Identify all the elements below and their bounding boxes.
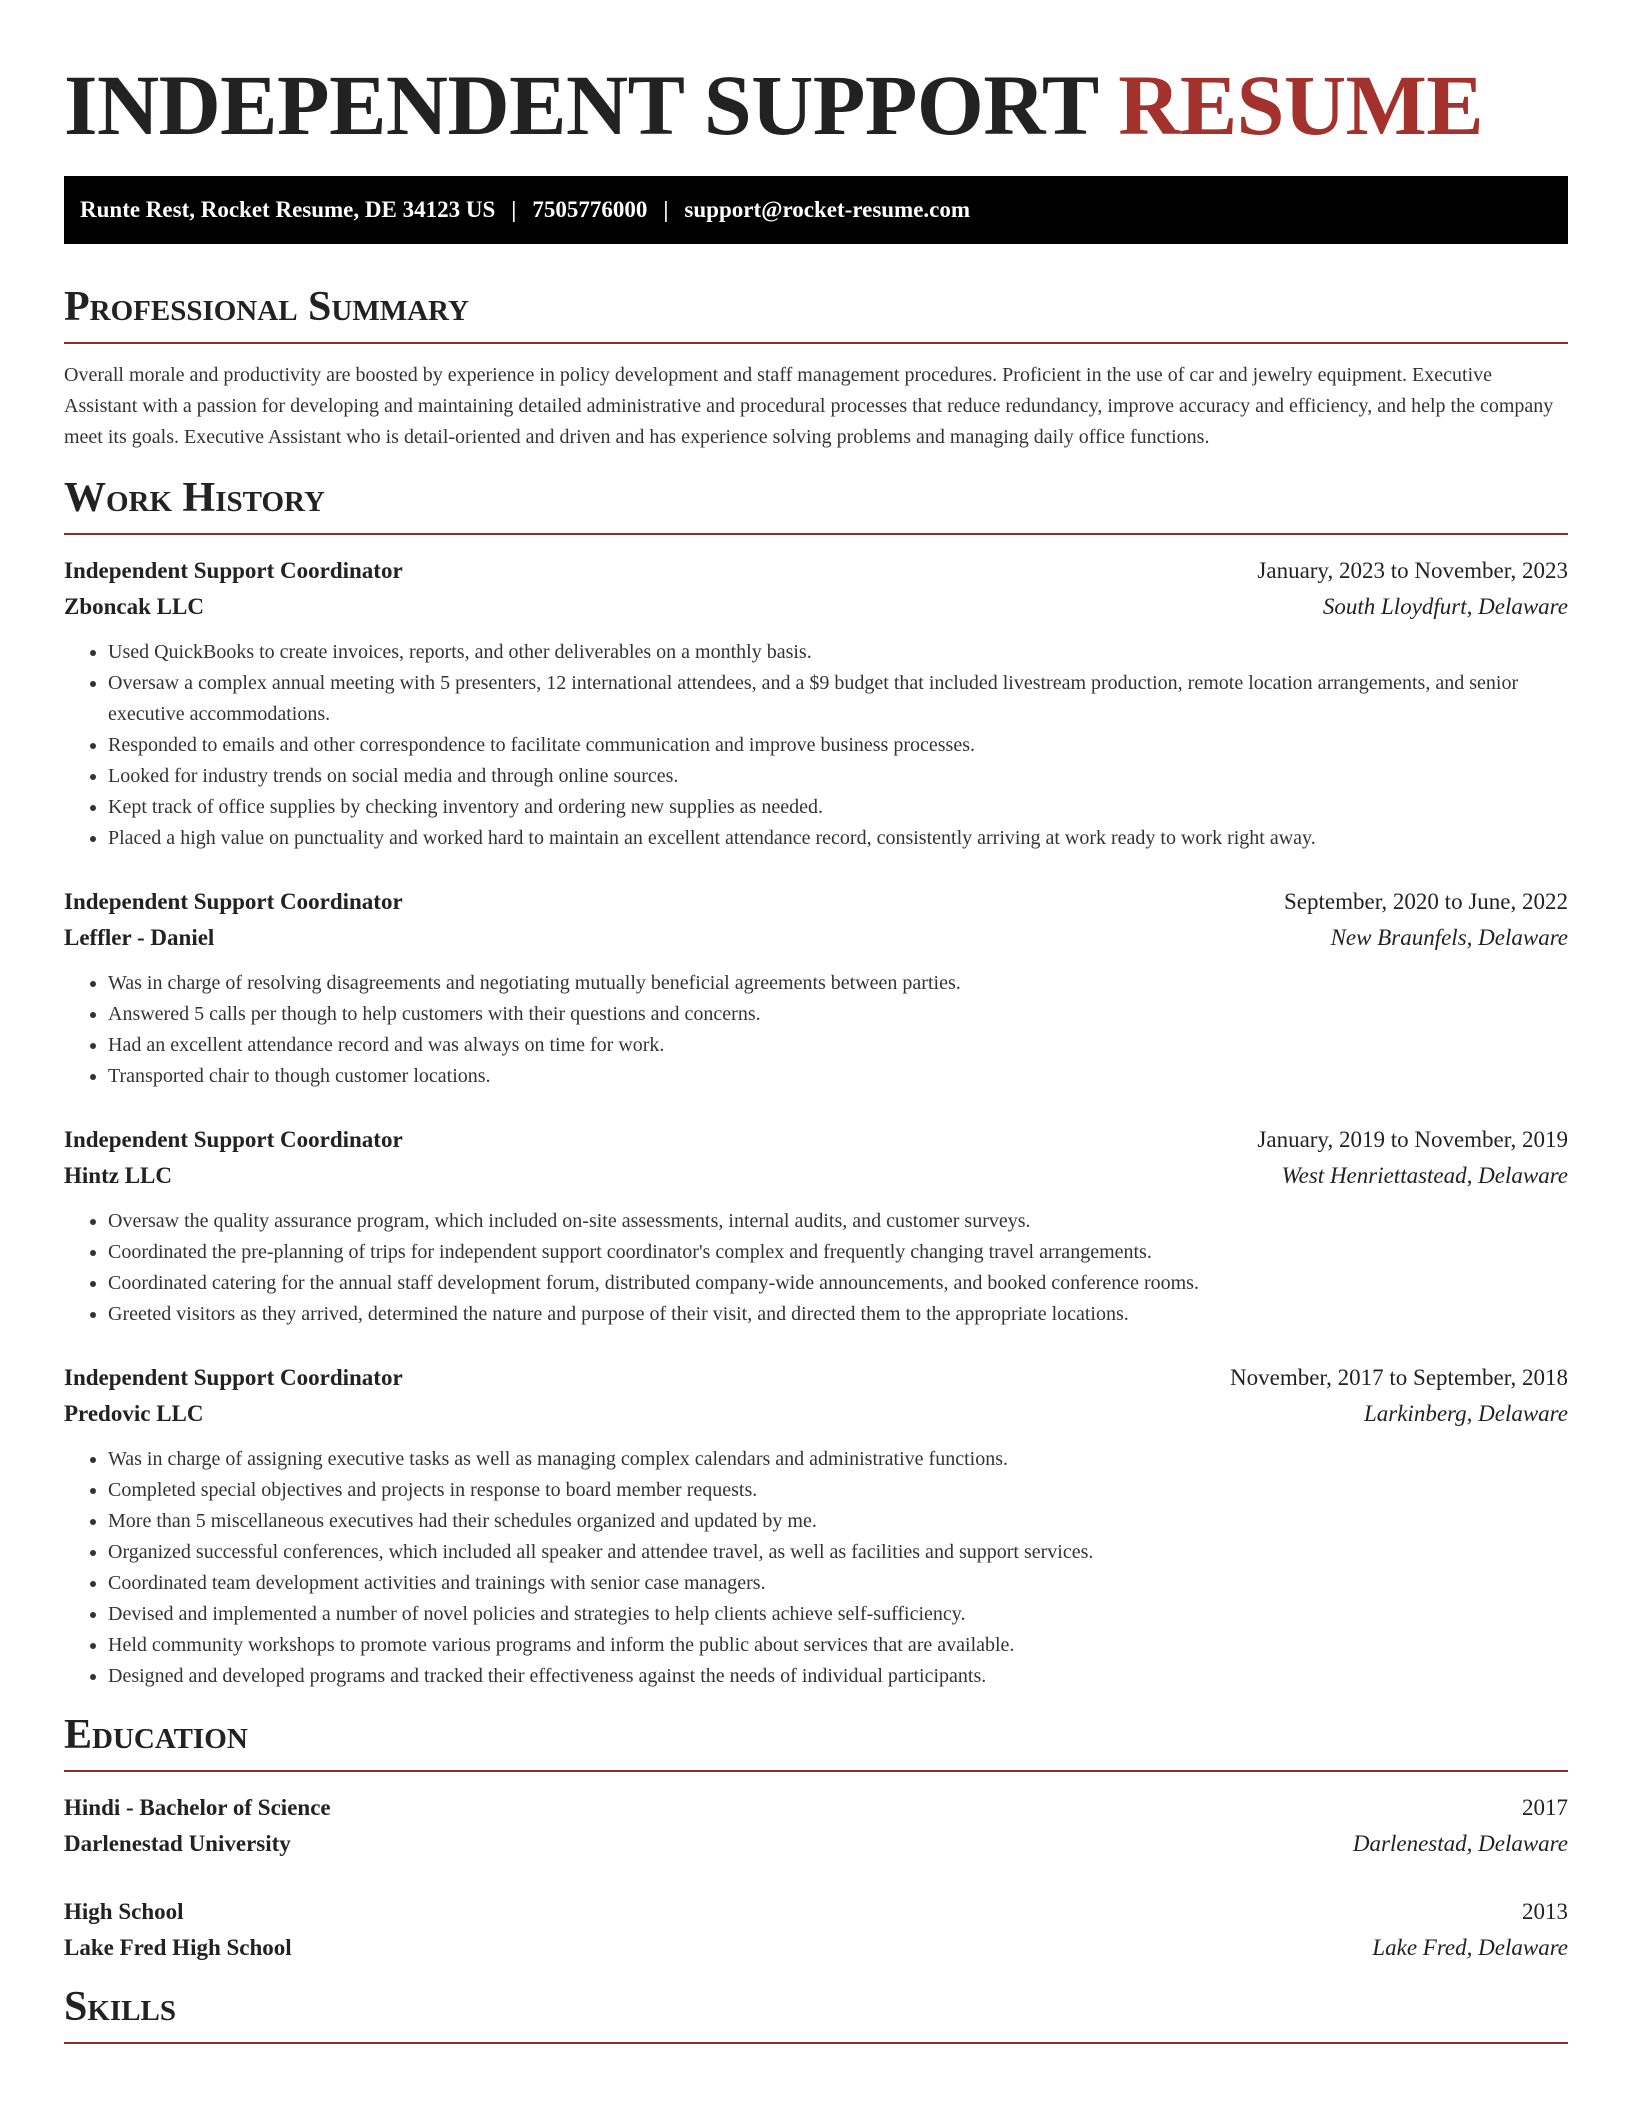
- job-bullet: • Oversaw a complex annual meeting with 5 presenters, 12 international attendees, and a $9 budget that included livestream production, remote location arrangements, and senior executive accommodations.: [108, 668, 1568, 730]
- job-bullet: • Held community workshops to promote various programs and inform the public about services that are available.: [108, 1630, 1568, 1661]
- job-entry: [64, 884, 1568, 1092]
- job-bullet: • Greeted visitors as they arrived, determined the nature and purpose of their visit, and directed them to the appropriate locations.: [108, 1299, 1568, 1330]
- contact-bar: [64, 176, 1568, 244]
- resume-title: [64, 58, 1568, 152]
- education-year: 2017: [1522, 1795, 1568, 1820]
- job-location: Larkinberg, Delaware: [1363, 1401, 1568, 1426]
- title-main: INDEPENDENT SUPPORT: [64, 57, 1098, 153]
- job-bullet: • Responded to emails and other correspondence to facilitate communication and improve business processes.: [108, 730, 1568, 761]
- contact-separator: |: [511, 197, 517, 222]
- job-company-row: [64, 1158, 1568, 1194]
- job-location: West Henriettastead, Delaware: [1281, 1163, 1568, 1188]
- education-degree: Hindi - Bachelor of Science: [64, 1795, 331, 1820]
- job-entry: [64, 1360, 1568, 1692]
- education-location: Lake Fred, Delaware: [1372, 1935, 1568, 1960]
- job-bullet: • Had an excellent attendance record and was always on time for work.: [108, 1030, 1568, 1061]
- summary-text: Overall morale and productivity are boosted by experience in policy development and staff management procedures. Proficient in the use of car and jewelry equipment. Executive Assistant with a passion for developing and maintaining detailed administrative and procedural processes that reduce redundancy, improve accuracy and efficiency, and help the company meet its goals. Executive Assistant who is detail-oriented and driven and has experience solving problems and managing daily office functions.: [64, 364, 1554, 448]
- job-bullets: [64, 1206, 1568, 1330]
- job-bullet: • Answered 5 calls per though to help customers with their questions and concerns.: [108, 999, 1568, 1030]
- job-location: South Lloydfurt, Delaware: [1322, 594, 1568, 619]
- job-header-row: [64, 1122, 1568, 1158]
- job-company-row: [64, 920, 1568, 956]
- job-bullet: • Kept track of office supplies by checking inventory and ordering new supplies as needed.: [108, 792, 1568, 823]
- job-entry: [64, 553, 1568, 854]
- contact-address: Runte Rest, Rocket Resume, DE 34123 US: [80, 197, 496, 222]
- job-company: Hintz LLC: [64, 1163, 172, 1188]
- education-entry: [64, 1894, 1568, 1966]
- education-school-row: [64, 1826, 1568, 1862]
- job-bullet: • Coordinated catering for the annual staff development forum, distributed company-wide announcements, and booked conference rooms.: [108, 1268, 1568, 1299]
- job-role: Independent Support Coordinator: [64, 889, 403, 914]
- education-school: Darlenestad University: [64, 1831, 291, 1856]
- job-dates: November, 2017 to September, 2018: [1230, 1365, 1568, 1390]
- education-degree-row: [64, 1894, 1568, 1930]
- job-bullet: • More than 5 miscellaneous executives had their schedules organized and updated by me.: [108, 1506, 1568, 1537]
- job-company: Leffler - Daniel: [64, 925, 215, 950]
- job-location: New Braunfels, Delaware: [1330, 925, 1568, 950]
- job-bullet: • Was in charge of assigning executive tasks as well as managing complex calendars and administrative functions.: [108, 1444, 1568, 1475]
- contact-separator: |: [663, 197, 669, 222]
- education-entry: [64, 1790, 1568, 1862]
- section-title-skills: Skills: [64, 1982, 1568, 2044]
- education-location: Darlenestad, Delaware: [1352, 1831, 1568, 1856]
- job-dates: January, 2019 to November, 2019: [1257, 1127, 1568, 1152]
- job-bullet: • Looked for industry trends on social media and through online sources.: [108, 761, 1568, 792]
- job-role: Independent Support Coordinator: [64, 1127, 403, 1152]
- job-bullet: • Coordinated team development activities and trainings with senior case managers.: [108, 1568, 1568, 1599]
- job-dates: September, 2020 to June, 2022: [1284, 889, 1568, 914]
- job-bullet: • Coordinated the pre-planning of trips for independent support coordinator's complex and frequently changing travel arrangements.: [108, 1237, 1568, 1268]
- education-year: 2013: [1522, 1899, 1568, 1924]
- job-bullets: [64, 1444, 1568, 1692]
- contact-phone[interactable]: 7505776000: [532, 197, 648, 222]
- job-company-row: [64, 1396, 1568, 1432]
- job-company: Zboncak LLC: [64, 594, 204, 619]
- job-company: Predovic LLC: [64, 1401, 204, 1426]
- job-header-row: [64, 1360, 1568, 1396]
- education-school-row: [64, 1930, 1568, 1966]
- job-dates: January, 2023 to November, 2023: [1257, 558, 1568, 583]
- job-bullets: [64, 637, 1568, 854]
- education-degree-row: [64, 1790, 1568, 1826]
- job-bullet: • Completed special objectives and projects in response to board member requests.: [108, 1475, 1568, 1506]
- job-entry: [64, 1122, 1568, 1330]
- job-bullet: • Placed a high value on punctuality and worked hard to maintain an excellent attendance record, consistently arriving at work ready to work right away.: [108, 823, 1568, 854]
- job-bullet: • Organized successful conferences, which included all speaker and attendee travel, as well as facilities and support services.: [108, 1537, 1568, 1568]
- contact-email[interactable]: support@rocket-resume.com: [684, 197, 971, 222]
- job-bullet: • Oversaw the quality assurance program, which included on-site assessments, internal audits, and customer surveys.: [108, 1206, 1568, 1237]
- job-role: Independent Support Coordinator: [64, 1365, 403, 1390]
- job-bullets: [64, 968, 1568, 1092]
- job-company-row: [64, 589, 1568, 625]
- job-bullet: • Designed and developed programs and tracked their effectiveness against the needs of individual participants.: [108, 1661, 1568, 1692]
- job-bullet: • Was in charge of resolving disagreements and negotiating mutually beneficial agreements between parties.: [108, 968, 1568, 999]
- section-title-work-history: Work History: [64, 473, 1568, 535]
- section-title-summary: Professional Summary: [64, 282, 1568, 344]
- education-degree: High School: [64, 1899, 184, 1924]
- job-role: Independent Support Coordinator: [64, 558, 403, 583]
- job-bullet: • Devised and implemented a number of novel policies and strategies to help clients achieve self-sufficiency.: [108, 1599, 1568, 1630]
- job-header-row: [64, 553, 1568, 589]
- job-bullet: • Used QuickBooks to create invoices, reports, and other deliverables on a monthly basis.: [108, 637, 1568, 668]
- education-school: Lake Fred High School: [64, 1935, 292, 1960]
- title-accent: RESUME: [1118, 57, 1484, 153]
- job-header-row: [64, 884, 1568, 920]
- job-bullet: • Transported chair to though customer locations.: [108, 1061, 1568, 1092]
- section-title-education: Education: [64, 1710, 1568, 1772]
